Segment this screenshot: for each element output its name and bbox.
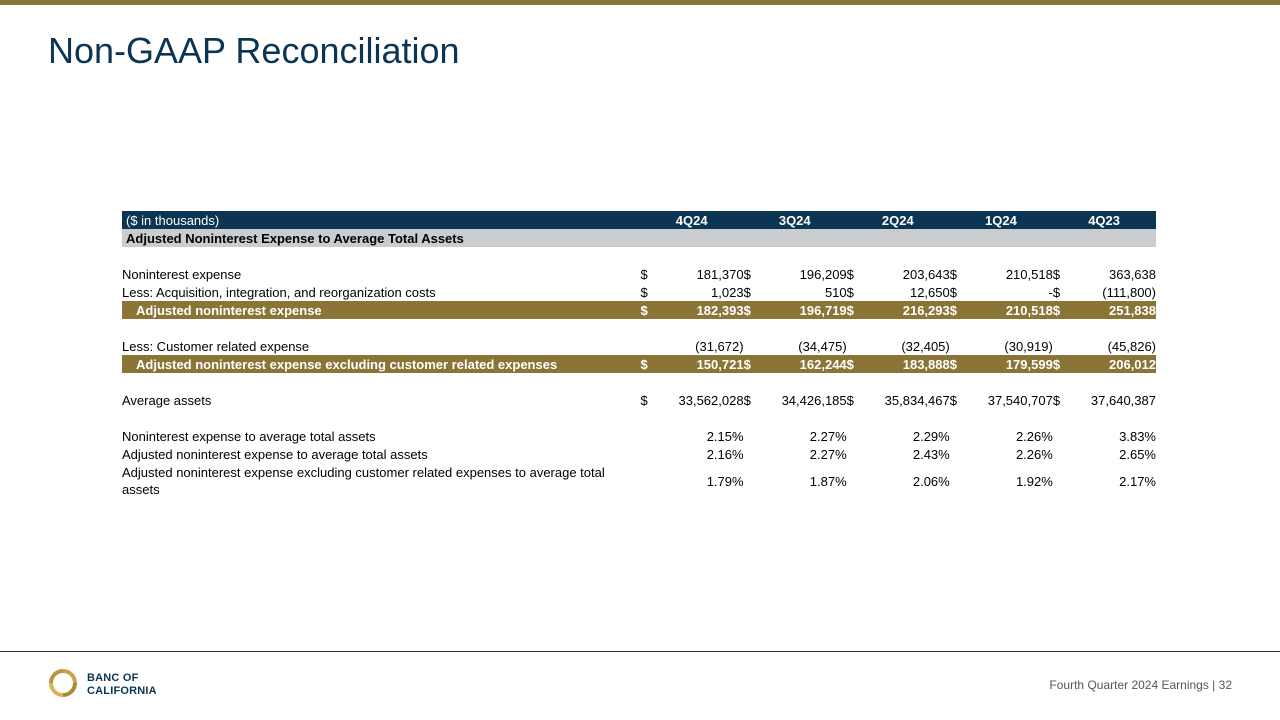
table-row: [122, 463, 1156, 499]
subtotal-row: [122, 355, 1156, 373]
table-row: [122, 283, 1156, 301]
currency-sign: [847, 463, 859, 499]
cell-value: (45,826): [1107, 338, 1156, 354]
row-label: Less: Customer related expense: [122, 338, 310, 354]
currency-sign: $: [1053, 355, 1065, 373]
row-label: Adjusted noninterest expense excluding customer related expenses to average total assets: [122, 465, 605, 497]
cell-value: (111,800): [1102, 284, 1156, 300]
subtotal-row: [122, 301, 1156, 319]
cell-value: 510: [824, 284, 847, 300]
cell-value: 34,426,185: [781, 392, 847, 408]
currency-sign: $: [1052, 392, 1061, 408]
cell-value: 206,012: [1065, 355, 1156, 373]
page-number: 32: [1218, 678, 1232, 692]
row-label: Noninterest expense to average total assets: [122, 428, 376, 444]
cell-value: 2.65%: [1119, 446, 1156, 462]
cell-value: 33,562,028: [678, 392, 744, 408]
currency-sign: $: [1052, 266, 1061, 282]
cell-value: 203,643: [902, 266, 950, 282]
currency-sign: [641, 445, 653, 463]
currency-sign: $: [847, 301, 859, 319]
currency-sign: [744, 463, 756, 499]
currency-sign: $: [1052, 284, 1061, 300]
currency-sign: $: [950, 355, 962, 373]
row-label: Less: Acquisition, integration, and reorganization costs: [122, 284, 436, 300]
currency-sign: [744, 445, 756, 463]
cell-value: 210,518: [1005, 266, 1053, 282]
cell-value: -: [1048, 284, 1053, 300]
footer-caption: [1049, 678, 1232, 692]
currency-sign: $: [949, 284, 957, 300]
quarter-header: 1Q24: [950, 211, 1053, 229]
table-row: [122, 391, 1156, 409]
cell-value: 2.27%: [809, 446, 847, 462]
currency-sign: $: [846, 266, 854, 282]
currency-sign: [950, 427, 962, 445]
currency-sign: [950, 463, 962, 499]
section-title: Adjusted Noninterest Expense to Average Total Assets: [122, 229, 1156, 247]
page-title: Non-GAAP Reconciliation: [48, 30, 460, 71]
currency-sign: [847, 427, 859, 445]
currency-sign: $: [743, 392, 751, 408]
currency-sign: $: [744, 355, 756, 373]
currency-sign: $: [846, 392, 854, 408]
cell-value: 196,719: [756, 301, 847, 319]
cell-value: 182,393: [653, 301, 744, 319]
table-row: [122, 265, 1156, 283]
currency-sign: $: [949, 392, 957, 408]
row-label: Adjusted noninterest expense to average total assets: [122, 446, 428, 462]
currency-sign: [1053, 463, 1065, 499]
cell-value: 210,518: [962, 301, 1053, 319]
table-row: [122, 445, 1156, 463]
row-label: Noninterest expense: [122, 266, 242, 282]
currency-sign: $: [640, 266, 648, 282]
cell-value: 150,721: [653, 355, 744, 373]
currency-sign: [847, 445, 859, 463]
cell-value: (30,919): [1004, 338, 1053, 354]
cell-value: 35,834,467: [884, 392, 950, 408]
cell-value: 1.87%: [809, 473, 847, 489]
table-header-row: [122, 211, 1156, 229]
currency-sign: [744, 427, 756, 445]
unit-label: ($ in thousands): [122, 211, 641, 229]
brand-name: [87, 672, 157, 698]
cell-value: 251,838: [1065, 301, 1156, 319]
currency-sign: [950, 445, 962, 463]
cell-value: 2.26%: [1015, 446, 1053, 462]
cell-value: 2.15%: [706, 428, 744, 444]
cell-value: 216,293: [859, 301, 950, 319]
quarter-header: 4Q24: [641, 211, 744, 229]
row-label: Adjusted noninterest expense excluding customer related expenses: [122, 355, 641, 373]
top-accent-bar: [0, 0, 1280, 5]
cell-value: 2.26%: [1015, 428, 1053, 444]
currency-sign: $: [847, 355, 859, 373]
cell-value: 196,209: [799, 266, 847, 282]
cell-value: (34,475): [798, 338, 847, 354]
cell-value: 181,370: [696, 266, 744, 282]
brand-line-2: CALIFORNIA: [87, 685, 157, 697]
cell-value: 183,888: [859, 355, 950, 373]
cell-value: 37,640,387: [1090, 392, 1156, 408]
currency-sign: $: [641, 355, 653, 373]
footer-divider: [0, 651, 1280, 652]
currency-sign: $: [846, 284, 854, 300]
cell-value: 1.92%: [1015, 473, 1053, 489]
cell-value: 37,540,707: [987, 392, 1053, 408]
currency-sign: $: [1053, 301, 1065, 319]
quarter-header: 4Q23: [1053, 211, 1156, 229]
currency-sign: [950, 337, 962, 355]
currency-sign: $: [640, 284, 648, 300]
currency-sign: [1053, 337, 1065, 355]
cell-value: 363,638: [1109, 266, 1156, 282]
cell-value: 1.79%: [706, 473, 744, 489]
cell-value: 3.83%: [1119, 428, 1156, 444]
currency-sign: [847, 337, 859, 355]
table-row: [122, 337, 1156, 355]
currency-sign: $: [949, 266, 957, 282]
cell-value: 2.27%: [809, 428, 847, 444]
currency-sign: [1053, 445, 1065, 463]
cell-value: 2.43%: [912, 446, 950, 462]
currency-sign: $: [744, 301, 756, 319]
row-label: Adjusted noninterest expense: [122, 301, 641, 319]
footer-text: Fourth Quarter 2024 Earnings |: [1049, 678, 1216, 692]
quarter-header: 3Q24: [744, 211, 847, 229]
cell-value: 1,023: [711, 284, 744, 300]
cell-value: (32,405): [901, 338, 950, 354]
table-row: [122, 427, 1156, 445]
currency-sign: $: [640, 392, 648, 408]
cell-value: 2.29%: [912, 428, 950, 444]
currency-sign: $: [950, 301, 962, 319]
quarter-header: 2Q24: [847, 211, 950, 229]
currency-sign: [744, 337, 756, 355]
bank-logo-icon: [48, 668, 78, 698]
currency-sign: [641, 337, 653, 355]
cell-value: (31,672): [695, 338, 744, 354]
cell-value: 12,650: [909, 284, 950, 300]
currency-sign: $: [743, 266, 751, 282]
currency-sign: [1053, 427, 1065, 445]
currency-sign: [641, 427, 653, 445]
currency-sign: $: [743, 284, 751, 300]
cell-value: 162,244: [756, 355, 847, 373]
cell-value: 179,599: [962, 355, 1053, 373]
brand-line-1: BANC OF: [87, 672, 139, 684]
currency-sign: $: [641, 301, 653, 319]
row-label: Average assets: [122, 392, 212, 408]
cell-value: 2.06%: [912, 473, 950, 489]
section-title-row: [122, 229, 1156, 247]
cell-value: 2.16%: [706, 446, 744, 462]
cell-value: 2.17%: [1119, 473, 1156, 489]
currency-sign: [641, 463, 653, 499]
reconciliation-table: [122, 211, 1156, 499]
